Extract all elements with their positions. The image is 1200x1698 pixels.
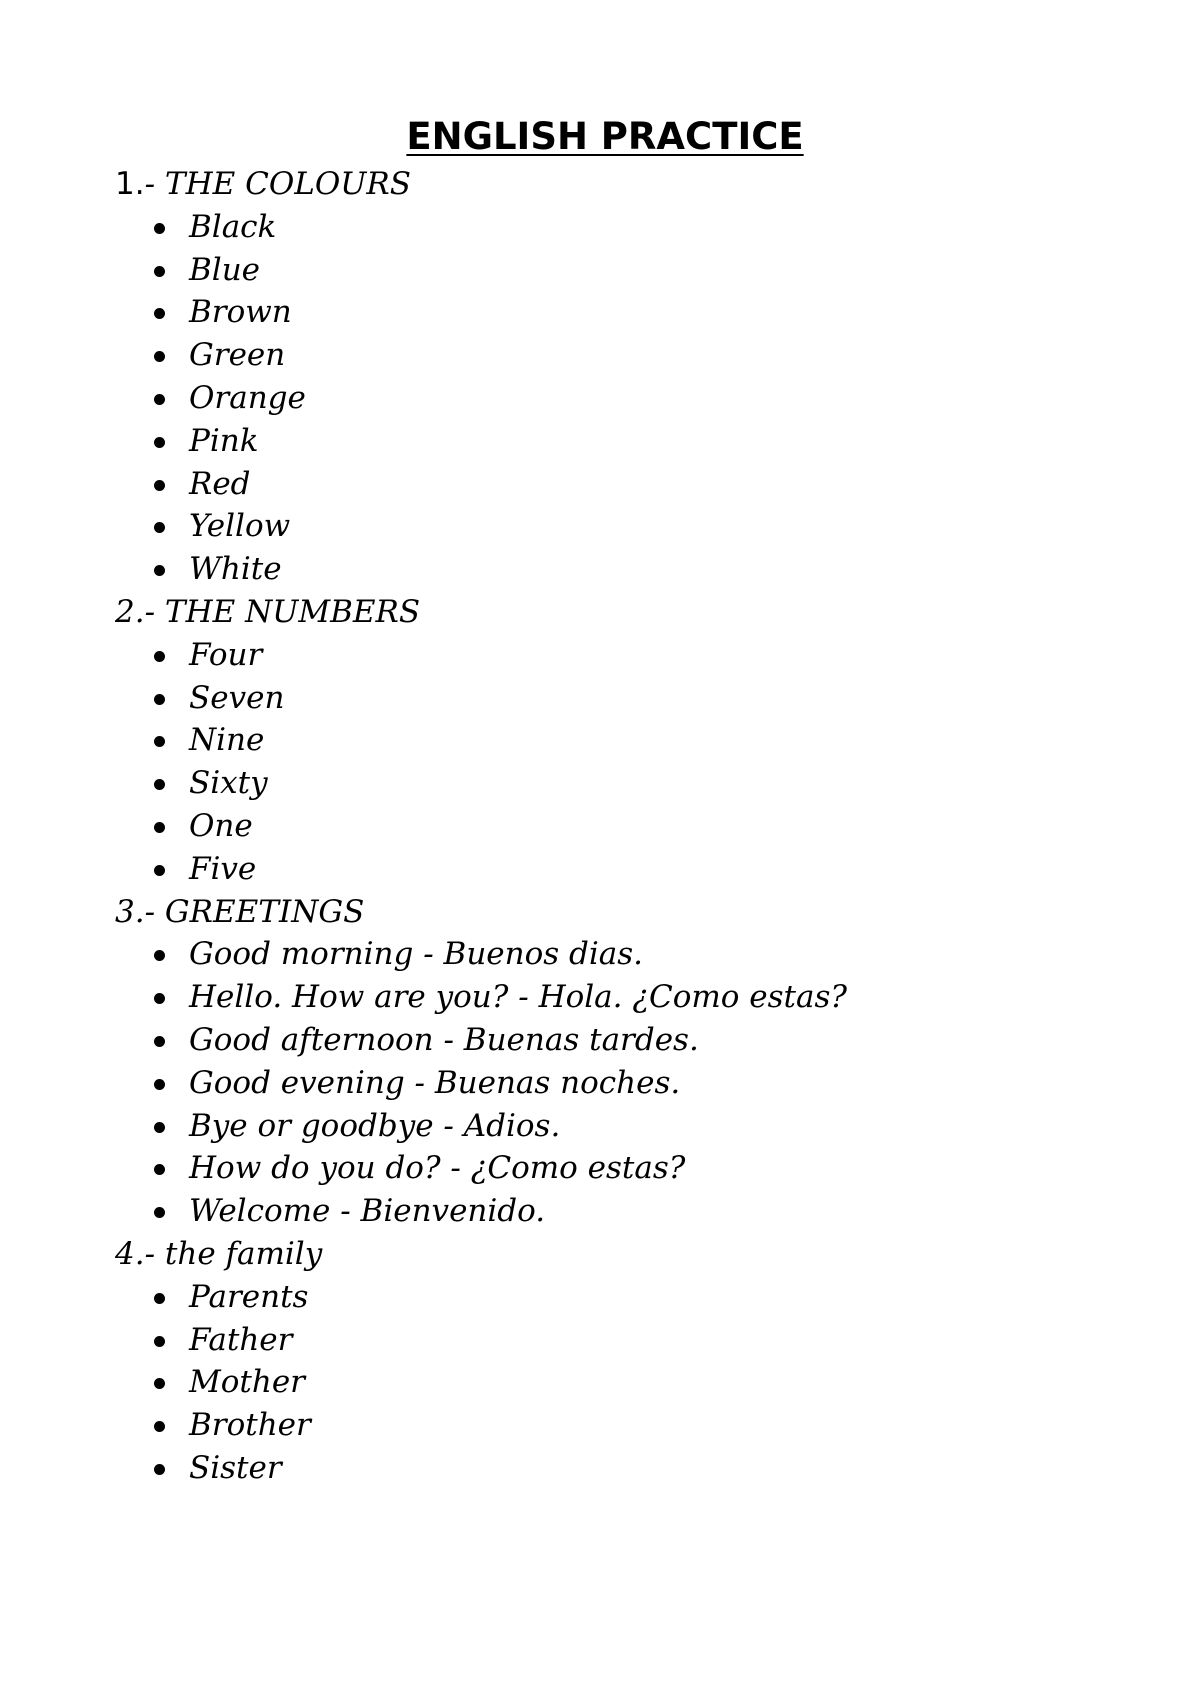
list-item — [115, 291, 1155, 334]
list-item — [115, 1276, 1155, 1319]
list-item — [115, 805, 1155, 848]
list-item — [115, 1447, 1155, 1490]
bullet-icon — [154, 1036, 165, 1047]
list-item — [115, 933, 1155, 976]
section-number: 1. — [115, 166, 145, 202]
list-item-text: Good afternoon - Buenas tardes. — [189, 1021, 699, 1058]
section-title: - THE NUMBERS — [144, 593, 421, 630]
bullet-icon — [154, 223, 165, 234]
section-heading — [115, 163, 1155, 206]
greetings-list — [115, 933, 1155, 1233]
list-item-text: Orange — [189, 379, 306, 416]
list-item — [115, 505, 1155, 548]
bullet-icon — [154, 822, 165, 833]
list-item — [115, 206, 1155, 249]
list-item — [115, 1319, 1155, 1362]
bullet-icon — [154, 394, 165, 405]
list-item-text: Good morning - Buenos dias. — [189, 936, 644, 973]
list-item — [115, 848, 1155, 891]
list-item-text: Blue — [189, 251, 261, 288]
list-item — [115, 463, 1155, 506]
numbers-list — [115, 634, 1155, 891]
bullet-icon — [154, 993, 165, 1004]
list-item — [115, 1190, 1155, 1233]
page-title: ENGLISH PRACTICE — [406, 115, 804, 158]
bullet-icon — [154, 865, 165, 876]
list-item-text: One — [189, 807, 253, 844]
bullet-icon — [154, 1122, 165, 1133]
list-item-text: Seven — [189, 679, 285, 716]
list-item — [115, 762, 1155, 805]
section-title: - GREETINGS — [144, 893, 365, 930]
list-item-text: Yellow — [189, 508, 291, 545]
bullet-icon — [154, 1336, 165, 1347]
section-number: 3. — [115, 893, 145, 930]
list-item-text: Red — [189, 465, 251, 502]
list-item — [115, 1404, 1155, 1447]
section-heading — [115, 1233, 1155, 1276]
list-item-text: Sixty — [189, 765, 268, 802]
list-item-text: Parents — [189, 1278, 309, 1315]
list-item — [115, 334, 1155, 377]
bullet-icon — [154, 1464, 165, 1475]
bullet-icon — [154, 1079, 165, 1090]
bullet-icon — [154, 694, 165, 705]
bullet-icon — [154, 1164, 165, 1175]
list-item — [115, 377, 1155, 420]
section-title: - the family — [144, 1235, 323, 1272]
section-heading — [115, 591, 1155, 634]
bullet-icon — [154, 651, 165, 662]
list-item-text: Black — [189, 208, 277, 245]
bullet-icon — [154, 1378, 165, 1389]
list-item — [115, 249, 1155, 292]
bullet-icon — [154, 736, 165, 747]
section-heading — [115, 891, 1155, 934]
list-item-text: Good evening - Buenas noches. — [189, 1064, 681, 1101]
bullet-icon — [154, 1207, 165, 1218]
family-list — [115, 1276, 1155, 1490]
list-item-text: Green — [189, 337, 286, 374]
list-item — [115, 1361, 1155, 1404]
list-item-text: Five — [189, 850, 257, 887]
list-item — [115, 1147, 1155, 1190]
bullet-icon — [154, 266, 165, 277]
section-number: 4. — [115, 1235, 145, 1272]
list-item — [115, 634, 1155, 677]
list-item — [115, 1105, 1155, 1148]
list-item-text: Four — [189, 636, 263, 673]
list-item — [115, 1062, 1155, 1105]
document-body — [115, 163, 1155, 1490]
bullet-icon — [154, 437, 165, 448]
section-numbers — [115, 591, 1155, 891]
list-item — [115, 420, 1155, 463]
section-number: 2. — [115, 593, 145, 630]
bullet-icon — [154, 1421, 165, 1432]
list-item-text: Mother — [189, 1364, 305, 1401]
bullet-icon — [154, 522, 165, 533]
bullet-icon — [154, 779, 165, 790]
list-item-text: White — [189, 551, 282, 588]
list-item-text: Pink — [189, 422, 259, 459]
list-item-text: Nine — [189, 722, 265, 759]
section-family — [115, 1233, 1155, 1490]
bullet-icon — [154, 565, 165, 576]
list-item-text: Father — [189, 1321, 293, 1358]
bullet-icon — [154, 1293, 165, 1304]
list-item-text: How do you do? - ¿Como estas? — [189, 1150, 686, 1187]
colours-list — [115, 206, 1155, 591]
bullet-icon — [154, 480, 165, 491]
list-item-text: Brother — [189, 1407, 311, 1444]
list-item — [115, 719, 1155, 762]
list-item — [115, 976, 1155, 1019]
bullet-icon — [154, 308, 165, 319]
list-item-text: Bye or goodbye - Adios. — [189, 1107, 561, 1144]
bullet-icon — [154, 351, 165, 362]
list-item-text: Hello. How are you? - Hola. ¿Como estas? — [189, 979, 848, 1016]
list-item — [115, 548, 1155, 591]
section-colours — [115, 163, 1155, 591]
bullet-icon — [154, 950, 165, 961]
section-greetings — [115, 891, 1155, 1233]
list-item-text: Welcome - Bienvenido. — [189, 1193, 546, 1230]
list-item — [115, 1019, 1155, 1062]
section-title: - THE COLOURS — [144, 166, 411, 202]
list-item-text: Brown — [189, 294, 292, 331]
list-item — [115, 677, 1155, 720]
list-item-text: Sister — [189, 1449, 282, 1486]
